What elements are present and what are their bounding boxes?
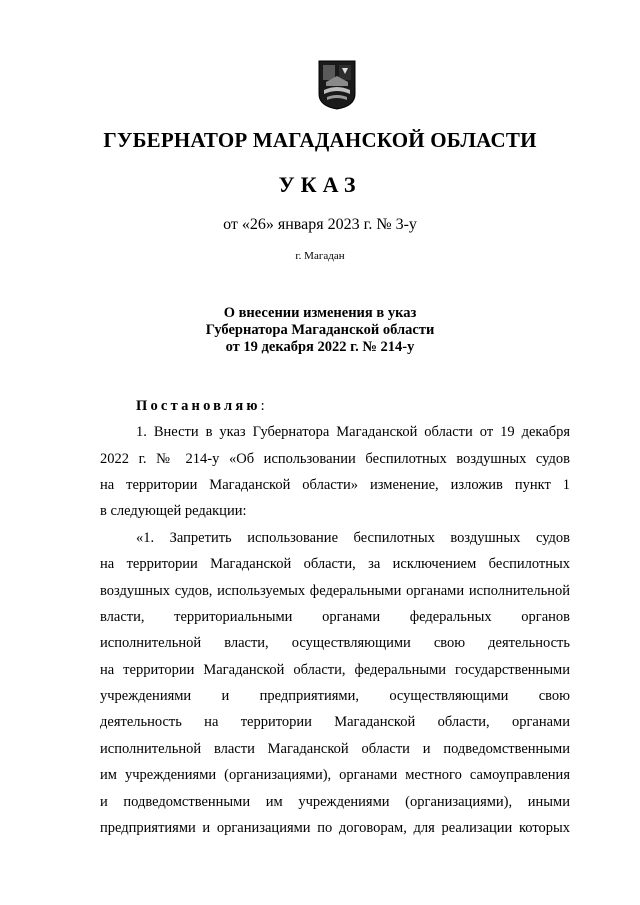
body-line: предприятиями и организациями по договорам, для реализации которых <box>100 820 570 836</box>
body-line: «1. Запретить использование беспилотных воздушных судов <box>136 530 570 546</box>
decree-colon: : <box>260 398 265 414</box>
body-line: 2022 г. № 214-у «Об использовании беспилотных воздушных судов <box>100 451 570 467</box>
body-line: учреждениями и предприятиями, осуществляющими свою <box>100 688 570 704</box>
body-line: деятельность на территории Магаданской области, органами <box>100 714 570 730</box>
body-line: власти, территориальными органами федеральных органов <box>100 609 570 625</box>
subject-line: от 19 декабря 2022 г. № 214-у <box>225 339 415 355</box>
body-line: на территории Магаданской области, за исключением беспилотных <box>100 556 570 572</box>
body-line: 1. Внести в указ Губернатора Магаданской области от 19 декабря <box>136 424 570 440</box>
document-city: г. Магадан <box>295 250 345 262</box>
body-line: исполнительной власти Магаданской области и подведомственными <box>100 741 570 757</box>
body-line: исполнительной власти, осуществляющими свою деятельность <box>100 635 570 651</box>
body-line: на территории Магаданской области, федеральными государственными <box>100 662 570 678</box>
subject-line: О внесении изменения в указ <box>223 305 417 321</box>
decree-heading <box>136 398 265 415</box>
body-line: в следующей редакции: <box>100 503 247 519</box>
document-subject <box>0 305 640 356</box>
body-line: на территории Магаданской области» изменение, изложив пункт 1 <box>100 477 570 493</box>
decree-word: Постановляю <box>136 398 261 414</box>
organization-title: ГУБЕРНАТОР МАГАДАНСКОЙ ОБЛАСТИ <box>103 128 537 152</box>
body-line: им учреждениями (организациями), органами местного самоуправления <box>100 767 570 783</box>
subject-line: Губернатора Магаданской области <box>205 322 435 338</box>
document-date-number: от «26» января 2023 г. № 3-у <box>223 216 417 233</box>
body-line: и подведомственными им учреждениями (организациями), иными <box>100 794 570 810</box>
document-type: УКАЗ <box>278 172 362 197</box>
coat-of-arms-emblem <box>318 60 356 110</box>
body-line: воздушных судов, используемых федеральными органами исполнительной <box>100 583 570 599</box>
